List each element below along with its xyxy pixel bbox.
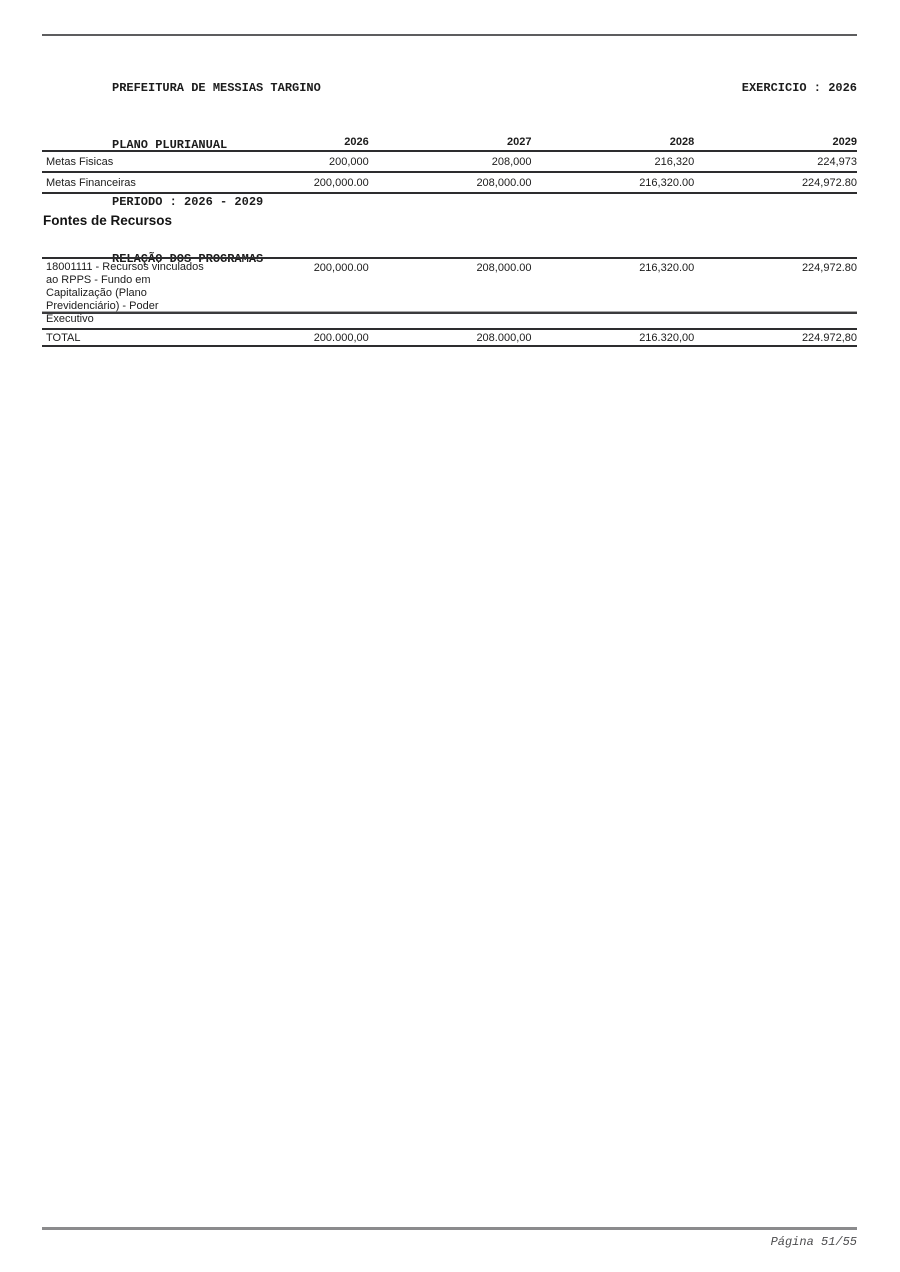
- periodo-label: PERIODO : 2026 - 2029: [112, 195, 264, 209]
- report-footer: [42, 1227, 857, 1249]
- total-value: 200.000,00: [313, 331, 369, 344]
- year-column-header: 2027: [507, 135, 532, 148]
- table-row: [42, 173, 857, 194]
- cell-value: 208,000.00: [476, 262, 532, 274]
- metas-table: [42, 133, 857, 194]
- year-column-header: 2029: [832, 135, 857, 148]
- row-label: Metas Fisicas: [46, 155, 114, 168]
- fontes-table: [42, 257, 857, 347]
- fonte-label: 18001111 - Recursos vinculados ao RPPS - Fundo em Capitalização (Plano Previdenciário) - Poder Executivo: [46, 261, 204, 325]
- year-column-header: 2028: [669, 135, 695, 148]
- cell-value: 208,000: [491, 155, 532, 168]
- exercicio-label: EXERCICIO : 2026: [741, 81, 857, 95]
- metas-year-header-row: [42, 133, 857, 152]
- cell-value: 224,973: [817, 155, 857, 168]
- total-value: 224.972,80: [801, 331, 857, 344]
- footer-rule: [42, 1227, 857, 1230]
- cell-value: 208,000.00: [476, 176, 532, 189]
- row-label: Metas Financeiras: [46, 176, 136, 189]
- page-number: Página 51/55: [770, 1235, 857, 1249]
- total-row: [42, 330, 857, 347]
- cell-value: 200,000.00: [313, 176, 369, 189]
- cell-value: 200,000.00: [313, 262, 369, 274]
- cell-value: 224,972.80: [801, 176, 857, 189]
- entity-title: PREFEITURA DE MESSIAS TARGINO: [112, 81, 321, 95]
- total-value: 208.000,00: [476, 331, 532, 344]
- year-column-header: 2026: [344, 135, 369, 148]
- table-row: [42, 152, 857, 173]
- table-row: [42, 259, 857, 330]
- total-label: TOTAL: [46, 331, 81, 344]
- cell-value: 224,972.80: [801, 262, 857, 274]
- cell-value: 216,320: [654, 155, 695, 168]
- cell-value: 200,000: [328, 155, 369, 168]
- relacao-label: RELAÇÃO DOS PROGRAMAS: [112, 252, 264, 266]
- fontes-section-heading: Fontes de Recursos: [43, 213, 173, 228]
- total-value: 216.320,00: [639, 331, 695, 344]
- cell-value: 216,320.00: [639, 176, 695, 189]
- plan-title: PLANO PLURIANUAL: [112, 138, 228, 152]
- cell-value: 216,320.00: [639, 262, 695, 274]
